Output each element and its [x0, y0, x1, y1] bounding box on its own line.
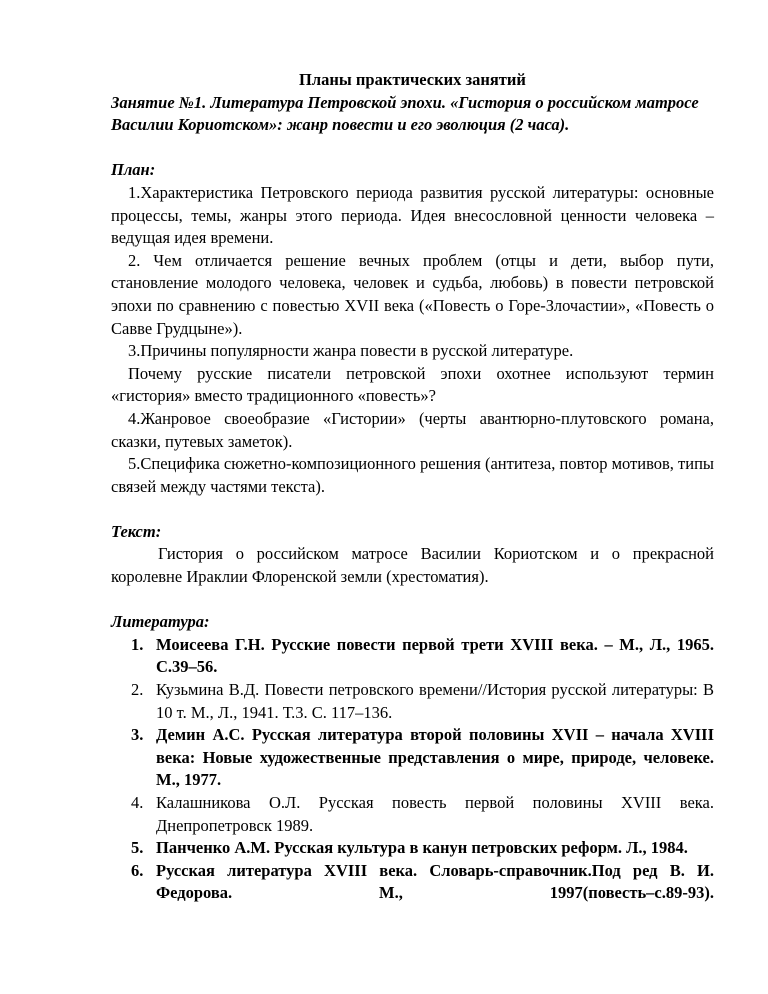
plan-item: 5.Специфика сюжетно-композиционного решения (антитеза, повтор мотивов, типы связей между частями текста).: [111, 454, 715, 496]
literature-list: [111, 634, 714, 905]
plan-item: 2. Чем отличается решение вечных проблем (отцы и дети, выбор пути, становление молодого человека, человек и судьба, любовь) в повести петровской эпохи по сравнению с повестью XVII века («Повесть о Горе-Злочастии», «Повесть о Савве Грудцыне»).: [111, 250, 714, 338]
page-title: Планы практических занятий: [299, 70, 526, 89]
text-body: Гистория о российском матросе Василии Кориотском и о прекрасной королевне Ираклии Флоренской земли (хрестоматия).: [111, 544, 714, 587]
literature-item: [111, 837, 714, 860]
spacer: [111, 589, 714, 612]
literature-item-number: 3.: [131, 725, 144, 745]
spacer: [111, 498, 714, 521]
document-page: [111, 69, 714, 905]
literature-item-text: Русская литература XVIII века. Словарь-справочник.Под ред В. И. Федорова. М., 1997(повесть–с.89-93).: [156, 860, 714, 903]
literature-item: [111, 724, 714, 792]
literature-item: [111, 860, 714, 905]
literature-item-text: Панченко А.М. Русская культура в канун петровских реформ. Л., 1984.: [156, 838, 688, 858]
literature-item: [111, 792, 714, 837]
literature-item-number: 1.: [131, 634, 144, 654]
literature-item-number: 5.: [131, 838, 144, 858]
literature-item-text: Моисеева Г.Н. Русские повести первой трети XVIII века. – М., Л., 1965. С.39–56.: [156, 634, 714, 677]
text-heading: Текст:: [111, 521, 162, 541]
literature-item-number: 4.: [131, 793, 144, 812]
plan-heading: План:: [111, 160, 156, 180]
literature-item-text: Калашникова О.Л. Русская повесть первой половины XVIII века. Днепропетровск 1989.: [156, 793, 714, 835]
literature-heading: Литература:: [111, 612, 210, 632]
plan-item: Почему русские писатели петровской эпохи охотнее используют термин «гистория» вместо традиционного «повесть»?: [111, 363, 714, 406]
plan-item: 3.Причины популярности жанра повести в русской литературе.: [128, 341, 574, 361]
spacer: [111, 137, 714, 160]
lesson-title: Занятие №1. Литература Петровской эпохи. «Гистория о российском матросе Василии Кориотском»: жанр повести и его эволюция (2 часа).: [111, 92, 699, 135]
literature-item-number: 6.: [131, 860, 144, 880]
literature-item-number: 2.: [131, 680, 144, 700]
literature-item-text: Кузьмина В.Д. Повести петровского времени//История русской литературы: В 10 т. М., Л., 1941. Т.3. С. 117–136.: [156, 680, 714, 722]
literature-item-text: Демин А.С. Русская литература второй половины XVII – начала XVIII века: Новые художественные представления о мире, природе, человеке. М., 1977.: [156, 725, 714, 790]
plan-item: 1.Характеристика Петровского периода развития русской литературы: основные процессы, темы, жанры этого периода. Идея внесословной ценности человека – ведущая идея времени.: [111, 182, 714, 248]
literature-item: [111, 634, 714, 679]
plan-item: 4.Жанровое своеобразие «Гистории» (черты авантюрно-плутовского романа, сказки, путевых заметок).: [111, 408, 714, 451]
literature-item: [111, 679, 714, 724]
